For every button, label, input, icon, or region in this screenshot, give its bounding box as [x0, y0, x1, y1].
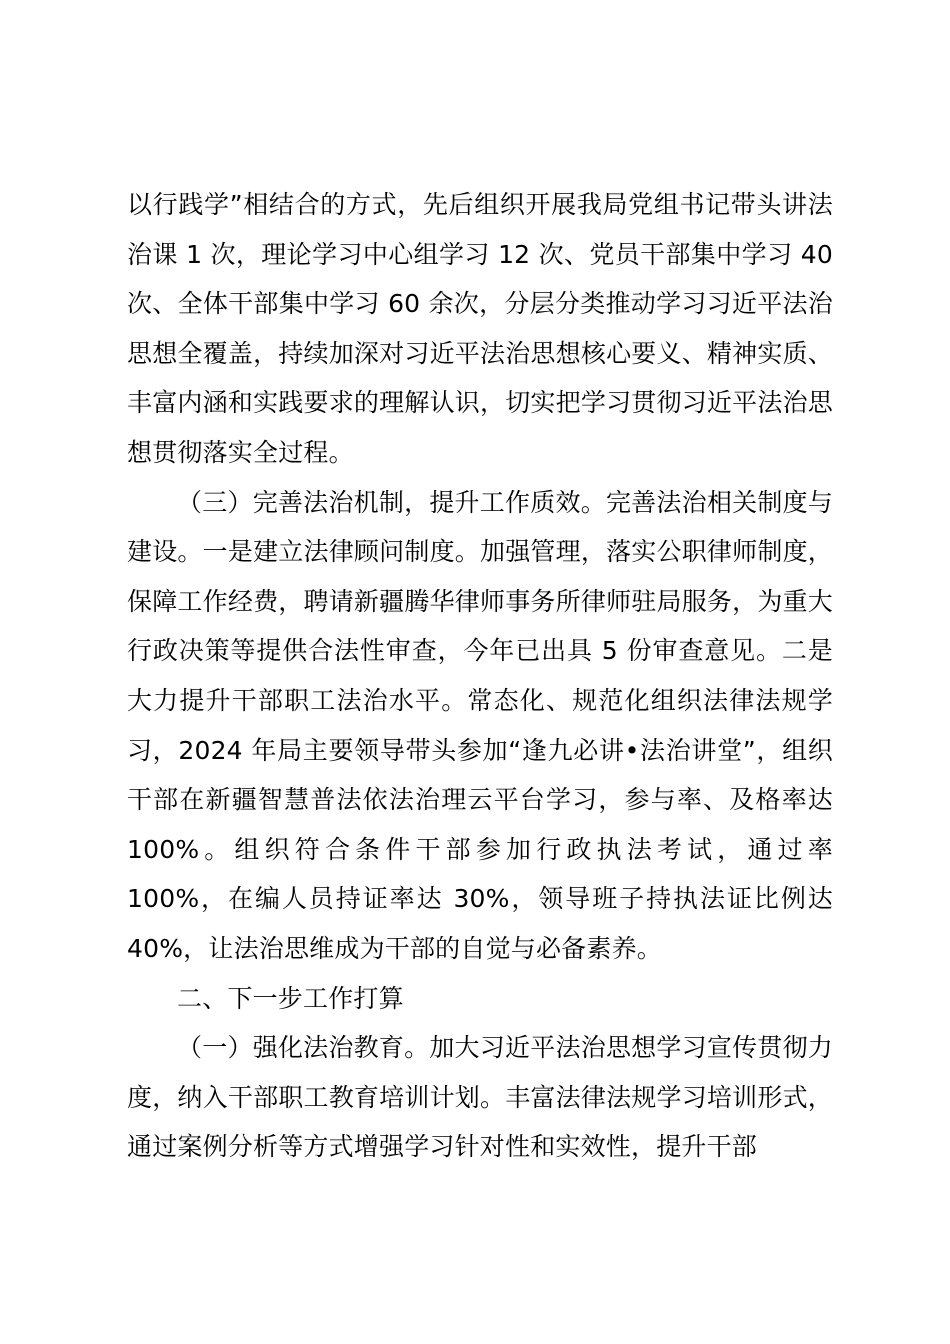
document-body	[127, 180, 833, 1172]
paragraph-strengthen-education: （一）强化法治教育。加大习近平法治思想学习宣传贯彻力度，纳入干部职工教育培训计划。丰富法律法规学习培训形式，通过案例分析等方式增强学习针对性和实效性，提升干部	[127, 1033, 833, 1162]
paragraph-rule-of-law-mechanism: （三）完善法治机制，提升工作质效。完善法治相关制度与建设。一是建立法律顾问制度。加强管理，落实公职律师制度，保障工作经费，聘请新疆腾华律师事务所律师驻局服务，为重大行政决策等提供合法性审查，今年已出具 5 份审查意见。二是大力提升干部职工法治水平。常态化、规范化组织法律法规学习，2024 年局主要领导带头参加“逢九必讲•法治讲堂”，组织干部在新疆智慧普法依法治理云平台学习，参与率、及格率达 100%。组织符合条件干部参加行政执法考试，通过率 100%，在编人员持证率达 30%，领导班子持执法证比例达 40%，让法治思维成为干部的自觉与必备素养。	[127, 487, 833, 963]
section-heading-next-steps: 二、下一步工作打算	[177, 983, 404, 1013]
paragraph-study-practice: 以行践学”相结合的方式，先后组织开展我局党组书记带头讲法治课 1 次，理论学习中心组学习 12 次、党员干部集中学习 40 次、全体干部集中学习 60 余次，分层分类推动学习习近平法治思想全覆盖，持续加深对习近平法治思想核心要义、精神实质、丰富内涵和实践要求的理解认识，切实把学习贯彻习近平法治思想贯彻落实全过程。	[127, 190, 833, 467]
